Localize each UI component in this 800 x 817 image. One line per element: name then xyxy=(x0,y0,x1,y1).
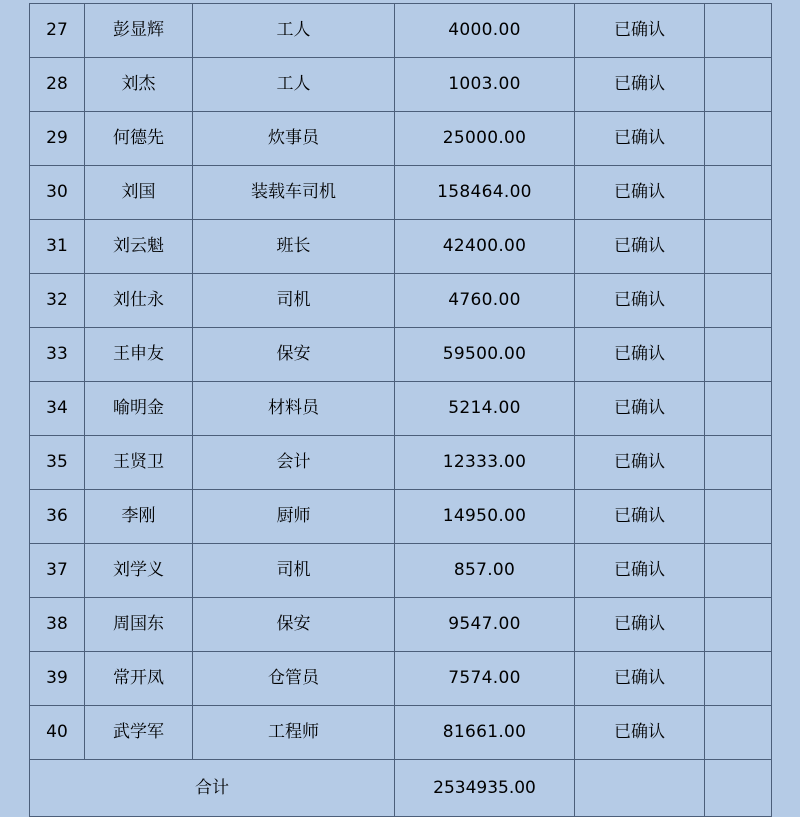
cell-amount: 14950.00 xyxy=(395,490,575,544)
cell-index: 40 xyxy=(30,706,85,760)
cell-role: 司机 xyxy=(193,274,395,328)
cell-name: 刘杰 xyxy=(85,58,193,112)
cell-status: 已确认 xyxy=(575,490,705,544)
total-label: 合计 xyxy=(30,760,395,817)
cell-blank xyxy=(705,220,772,274)
cell-blank xyxy=(705,328,772,382)
cell-status: 已确认 xyxy=(575,166,705,220)
cell-blank xyxy=(705,382,772,436)
table-row[interactable] xyxy=(30,706,772,760)
cell-blank xyxy=(705,706,772,760)
cell-role: 工人 xyxy=(193,4,395,58)
total-blank xyxy=(705,760,772,817)
cell-name: 彭显辉 xyxy=(85,4,193,58)
cell-amount: 81661.00 xyxy=(395,706,575,760)
cell-amount: 1003.00 xyxy=(395,58,575,112)
table-row[interactable] xyxy=(30,598,772,652)
cell-amount: 158464.00 xyxy=(395,166,575,220)
cell-status: 已确认 xyxy=(575,598,705,652)
cell-amount: 7574.00 xyxy=(395,652,575,706)
cell-status: 已确认 xyxy=(575,274,705,328)
cell-role: 司机 xyxy=(193,544,395,598)
table-row[interactable] xyxy=(30,382,772,436)
cell-index: 34 xyxy=(30,382,85,436)
table-row[interactable] xyxy=(30,490,772,544)
cell-name: 刘云魁 xyxy=(85,220,193,274)
cell-amount: 25000.00 xyxy=(395,112,575,166)
table-total-row xyxy=(30,760,772,817)
cell-status: 已确认 xyxy=(575,382,705,436)
cell-role: 厨师 xyxy=(193,490,395,544)
cell-blank xyxy=(705,112,772,166)
cell-name: 喻明金 xyxy=(85,382,193,436)
table-row[interactable] xyxy=(30,112,772,166)
cell-blank xyxy=(705,274,772,328)
cell-role: 工人 xyxy=(193,58,395,112)
cell-status: 已确认 xyxy=(575,706,705,760)
cell-name: 刘仕永 xyxy=(85,274,193,328)
cell-role: 材料员 xyxy=(193,382,395,436)
table-row[interactable] xyxy=(30,220,772,274)
cell-index: 32 xyxy=(30,274,85,328)
table-row[interactable] xyxy=(30,4,772,58)
cell-status: 已确认 xyxy=(575,58,705,112)
table-row[interactable] xyxy=(30,274,772,328)
cell-blank xyxy=(705,58,772,112)
cell-name: 刘学义 xyxy=(85,544,193,598)
cell-status: 已确认 xyxy=(575,652,705,706)
cell-index: 36 xyxy=(30,490,85,544)
cell-blank xyxy=(705,544,772,598)
table-row[interactable] xyxy=(30,652,772,706)
cell-amount: 5214.00 xyxy=(395,382,575,436)
table-row[interactable] xyxy=(30,436,772,490)
cell-blank xyxy=(705,436,772,490)
cell-role: 班长 xyxy=(193,220,395,274)
cell-name: 何德先 xyxy=(85,112,193,166)
cell-status: 已确认 xyxy=(575,436,705,490)
cell-blank xyxy=(705,490,772,544)
cell-blank xyxy=(705,166,772,220)
cell-amount: 4760.00 xyxy=(395,274,575,328)
cell-amount: 12333.00 xyxy=(395,436,575,490)
cell-status: 已确认 xyxy=(575,4,705,58)
cell-name: 王贤卫 xyxy=(85,436,193,490)
table-row[interactable] xyxy=(30,58,772,112)
cell-blank xyxy=(705,4,772,58)
cell-amount: 42400.00 xyxy=(395,220,575,274)
table-row[interactable] xyxy=(30,328,772,382)
cell-role: 会计 xyxy=(193,436,395,490)
cell-index: 29 xyxy=(30,112,85,166)
payroll-table-body xyxy=(30,4,772,817)
cell-name: 李刚 xyxy=(85,490,193,544)
payroll-table xyxy=(29,3,772,817)
cell-role: 仓管员 xyxy=(193,652,395,706)
cell-name: 刘国 xyxy=(85,166,193,220)
table-row[interactable] xyxy=(30,166,772,220)
cell-name: 周国东 xyxy=(85,598,193,652)
cell-status: 已确认 xyxy=(575,112,705,166)
cell-status: 已确认 xyxy=(575,328,705,382)
cell-name: 常开凤 xyxy=(85,652,193,706)
cell-role: 保安 xyxy=(193,328,395,382)
cell-amount: 9547.00 xyxy=(395,598,575,652)
cell-index: 35 xyxy=(30,436,85,490)
cell-amount: 4000.00 xyxy=(395,4,575,58)
cell-index: 30 xyxy=(30,166,85,220)
cell-amount: 59500.00 xyxy=(395,328,575,382)
cell-blank xyxy=(705,598,772,652)
cell-role: 保安 xyxy=(193,598,395,652)
cell-role: 工程师 xyxy=(193,706,395,760)
cell-name: 武学军 xyxy=(85,706,193,760)
total-status xyxy=(575,760,705,817)
total-amount: 2534935.00 xyxy=(395,760,575,817)
cell-index: 27 xyxy=(30,4,85,58)
cell-index: 33 xyxy=(30,328,85,382)
cell-role: 炊事员 xyxy=(193,112,395,166)
cell-index: 38 xyxy=(30,598,85,652)
table-row[interactable] xyxy=(30,544,772,598)
cell-amount: 857.00 xyxy=(395,544,575,598)
cell-index: 31 xyxy=(30,220,85,274)
cell-index: 39 xyxy=(30,652,85,706)
cell-role: 装载车司机 xyxy=(193,166,395,220)
cell-status: 已确认 xyxy=(575,544,705,598)
cell-blank xyxy=(705,652,772,706)
cell-status: 已确认 xyxy=(575,220,705,274)
cell-index: 37 xyxy=(30,544,85,598)
cell-index: 28 xyxy=(30,58,85,112)
cell-name: 王申友 xyxy=(85,328,193,382)
